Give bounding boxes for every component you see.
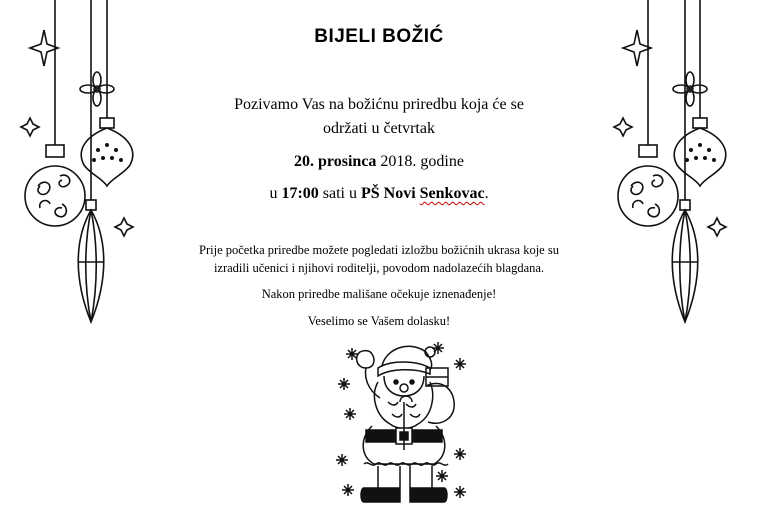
spellcheck-word: Senkovac bbox=[419, 185, 485, 202]
invite-line-2: održati u četvrtak bbox=[323, 120, 435, 137]
time-mid: sati u bbox=[318, 185, 361, 202]
santa-illustration-icon bbox=[330, 338, 475, 513]
event-place: PŠ Novi Senkovac bbox=[360, 185, 485, 202]
exhibition-line-1: Prije početka priredbe možete pogledati izložbu božićnih ukrasa koje su bbox=[199, 243, 559, 257]
event-date-bold: 20. prosinca bbox=[294, 153, 377, 170]
welcome-line: Veselimo se Vašem dolasku! bbox=[307, 314, 451, 328]
event-date-rest: 2018. godine bbox=[376, 153, 464, 170]
left-ornaments-icon bbox=[0, 0, 150, 330]
time-prefix: u bbox=[269, 185, 282, 202]
right-ornaments-icon bbox=[608, 0, 758, 330]
invite-line-1: Pozivamo Vas na božićnu priredbu koja će se bbox=[234, 96, 524, 113]
place-end: . bbox=[484, 185, 489, 202]
invitation-title: BIJELI BOŽIĆ bbox=[314, 26, 444, 47]
exhibition-line-2: izradili učenici i njihovi roditelji, povodom nadolazećih blagdana. bbox=[213, 261, 545, 275]
event-time: 17:00 bbox=[281, 185, 319, 202]
surprise-line: Nakon priredbe mališane očekuje iznenađenje! bbox=[261, 287, 497, 301]
